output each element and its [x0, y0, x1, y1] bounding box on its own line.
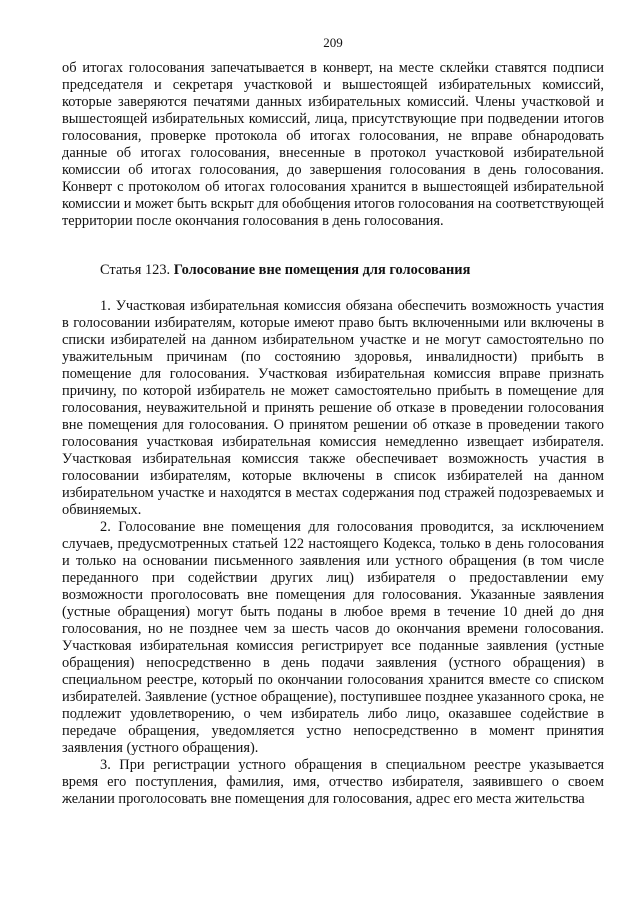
article-title: Голосование вне помещения для голосования — [173, 262, 471, 278]
page-number: 209 — [323, 35, 343, 50]
paragraph-3: 3. При регистрации устного обращения в специальном реестре указывается время его поступления, фамилия, имя, отчество избирателя, заявившего о своем желании проголосовать вне помещения для голосования, адрес его места жительства — [62, 757, 604, 807]
article-heading — [62, 262, 604, 279]
article-prefix: Статья 123. — [100, 262, 174, 278]
continuation-paragraph: об итогах голосования запечатывается в конверт, на месте склейки ставятся подписи председателя и секретаря участковой и вышестоящей избирательных комиссий, которые заверяются печатями данных избирательных комиссий. Члены участковой и вышестоящей избирательных комиссий, лица, присутствующие при подведении итогов голосования, проверке протокола об итогах голосования, не вправе обнародовать данные об итогах голосования, внесенные в протокол участковой избирательной комиссии об итогах голосования, до завершения голосования в день голосования. Конверт с протоколом об итогах голосования хранится в вышестоящей избирательной комиссии и может быть вскрыт для обобщения итогов голосования на соответствующей территории после окончания голосования в день голосования. — [62, 60, 604, 229]
article-body — [62, 298, 604, 808]
paragraph-2: 2. Голосование вне помещения для голосования проводится, за исключением случаев, предусмотренных статьей 122 настоящего Кодекса, только в день голосования и только на основании письменного заявления или устного обращения (в том числе переданного при содействии других лиц) избирателя о предоставлении ему возможности проголосовать вне помещения для голосования. Указанные заявления (устные обращения) могут быть поданы в любое время в течение 10 дней до дня голосования, но не позднее чем за шесть часов до окончания времени голосования. Участковая избирательная комиссия регистрирует все поданные заявления (устные обращения) непосредственно в день подачи заявления (устного обращения) в специальном реестре, который по окончании голосования хранится вместе со списком избирателей. Заявление (устное обращение), поступившее позднее указанного срока, не подлежит удовлетворению, о чем избиратель либо лицо, оказавшее содействие в передаче обращения, уведомляется устно непосредственно в момент принятия заявления (устного обращения). — [62, 519, 604, 756]
paragraph-1: 1. Участковая избирательная комиссия обязана обеспечить возможность участия в голосовании избирателям, которые имеют право быть включенными или включены в списки избирателей на данном избирательном участке и не могут самостоятельно по уважительным причинам (по состоянию здоровья, инвалидности) прибыть в помещение для голосования. Участковая избирательная комиссия вправе признать причину, по которой избиратель не может самостоятельно прибыть в помещение для голосования, неуважительной и принять решение об отказе в проведении голосования вне помещения для голосования. О принятом решении об отказе в проведении такого голосования участковая избирательная комиссия немедленно извещает избирателя. Участковая избирательная комиссия также обеспечивает возможность участия в голосовании избирателям, которые включены в список избирателей на данном избирательном участке и находятся в местах содержания под стражей подозреваемых и обвиняемых. — [62, 298, 604, 518]
